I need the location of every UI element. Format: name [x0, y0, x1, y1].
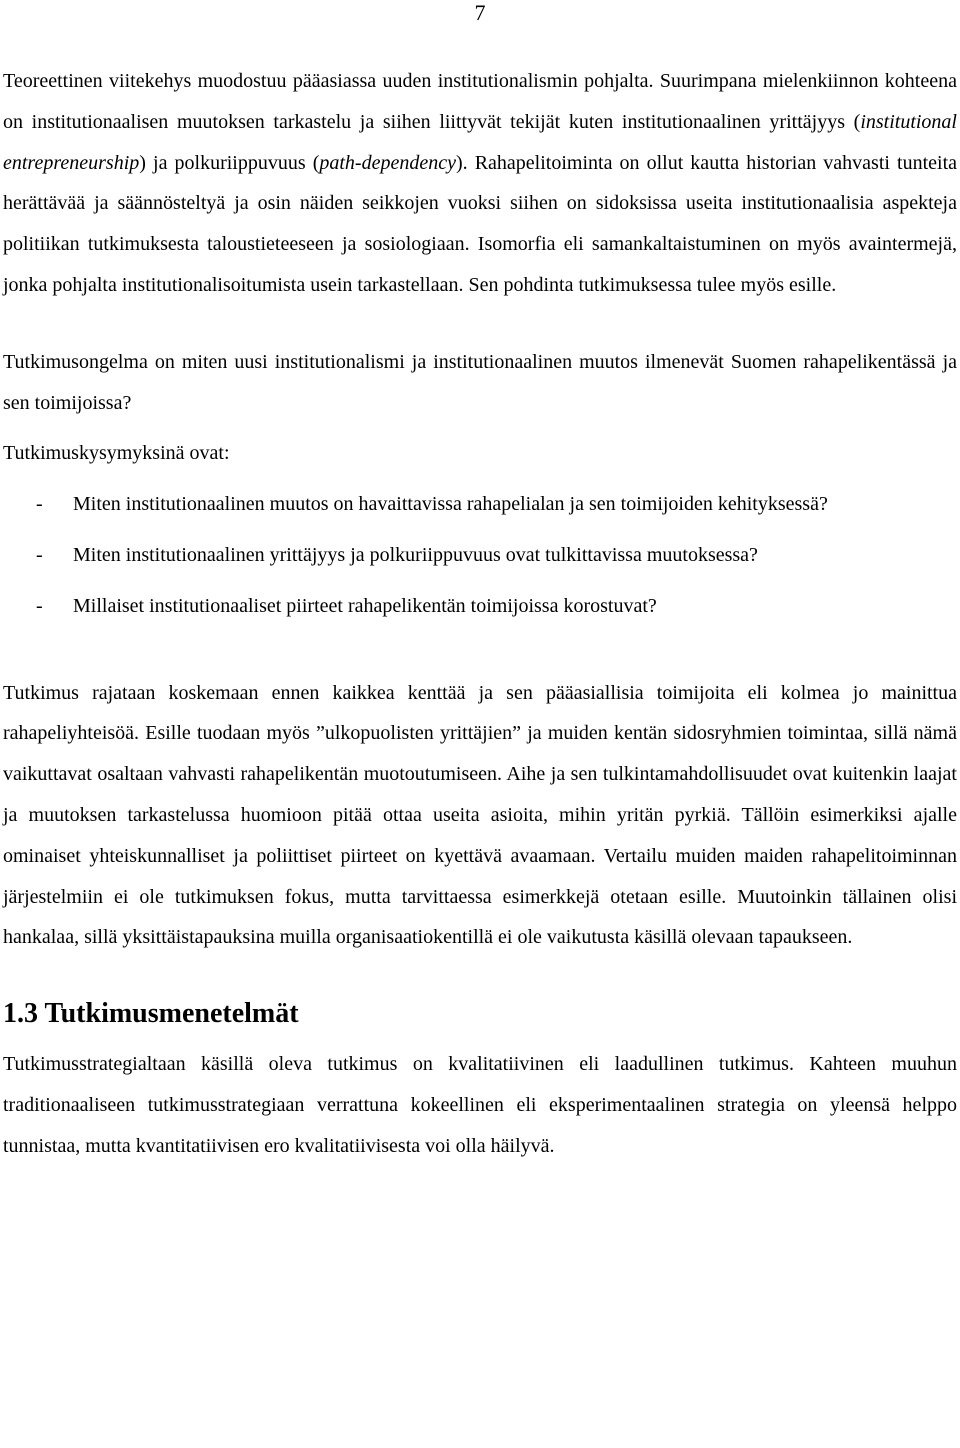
intro-text-end: ). Rahapelitoiminta on ollut kautta historian vahvasti tunteita herättävää ja säännösteltyä ja osin näiden seikkojen vuoksi siihen on sidoksissa useita institutionaalisia aspekteja politiikan tutkimuksesta taloustieteeseen ja sosiologiaan. Isomorfia eli samankaltaistuminen on myös avaintermejä, jonka pohjalta institutionalisoitumista usein tarkastellaan. Sen pohdinta tutkimuksessa tulee myös esille. — [3, 151, 958, 296]
intro-text-start: Teoreettinen viitekehys muodostuu pääasiassa uuden institutionalismin pohjalta. Suurimpana mielenkiinnon kohteena on institutionaalisen muutoksen tarkastelu ja siihen liittyvät tekijät kuten institutionaalinen yrittäjyys ( — [3, 70, 957, 133]
intro-term-entrepreneurship: institutional entrepreneurship — [3, 110, 957, 174]
research-question-item — [3, 484, 957, 525]
list-dash: - — [36, 594, 43, 617]
research-question-text: Miten institutionaalinen yrittäjyys ja polkuriippuvuus ovat tulkittavissa muutoksessa? — [73, 543, 758, 566]
intro-paragraph — [3, 61, 957, 306]
page-number: 7 — [474, 0, 486, 25]
spacer — [3, 637, 957, 673]
spacer — [3, 958, 957, 994]
research-questions-intro: Tutkimuskysymyksinä ovat: — [3, 442, 230, 465]
intro-term-path-dependency: path-dependency — [319, 151, 456, 174]
research-question-text: Millaiset institutionaaliset piirteet rahapelikentän toimijoissa korostuvat? — [73, 594, 657, 617]
methods-paragraph: Tutkimusstrategialtaan käsillä oleva tutkimus on kvalitatiivinen eli laadullinen tutkimus. Kahteen muuhun traditionaaliseen tutkimusstrategiaan verrattuna kokeellinen eli eksperimentaalinen strategia on yleensä helppo tunnistaa, mutta kvantitatiivisen ero kvalitatiivisesta voi olla häilyvä. — [3, 1053, 957, 1157]
spacer — [3, 474, 957, 484]
research-problem-paragraph: Tutkimusongelma on miten uusi institutionalismi ja institutionaalinen muutos ilmenevät Suomen rahapelikentässä ja sen toimijoissa? — [3, 350, 957, 414]
document-body — [3, 61, 957, 1167]
scope-paragraph: Tutkimus rajataan koskemaan ennen kaikkea kenttää ja sen pääasiallisia toimijoita eli kolmea jo mainittua rahapeliyhteisöä. Esille tuodaan myös ”ulkopuolisten yrittäjien” ja muiden kentän sidosryhmien toimintaa, sillä nämä vaikuttavat osaltaan vahvasti rahapelikentän muotoutumiseen. Aihe ja sen tulkintamahdollisuudet ovat kuitenkin laajat ja muutoksen tarkastelussa huomioon pitää ottaa useita asioita, mihin yritän pyrkiä. Tällöin esimerkiksi ajalle ominaiset yhteiskunnalliset ja poliittiset piirteet on kyettävä avaamaan. Vertailu muiden maiden rahapelitoiminnan järjestelmiin ei ole tutkimuksen fokus, mutta tarvittaessa esimerkkejä otetaan esille. Muutoinkin tällainen olisi hankalaa, sillä yksittäistapauksina muilla organisaatiokentillä ei ole vaikutusta käsillä olevaan tapaukseen. — [3, 681, 957, 949]
intro-text-middle: ) ja polkuriippuvuus ( — [139, 151, 320, 174]
spacer — [3, 1034, 957, 1044]
spacer — [3, 306, 957, 342]
research-question-item — [3, 535, 957, 576]
research-question-text: Miten institutionaalinen muutos on havaittavissa rahapelialan ja sen toimijoiden kehityksessä? — [73, 493, 828, 516]
list-dash: - — [36, 493, 43, 516]
research-question-item — [3, 586, 957, 627]
list-dash: - — [36, 543, 43, 566]
section-heading: 1.3 Tutkimusmenetelmät — [3, 998, 299, 1030]
spacer — [3, 423, 957, 433]
research-questions-list — [3, 484, 957, 626]
